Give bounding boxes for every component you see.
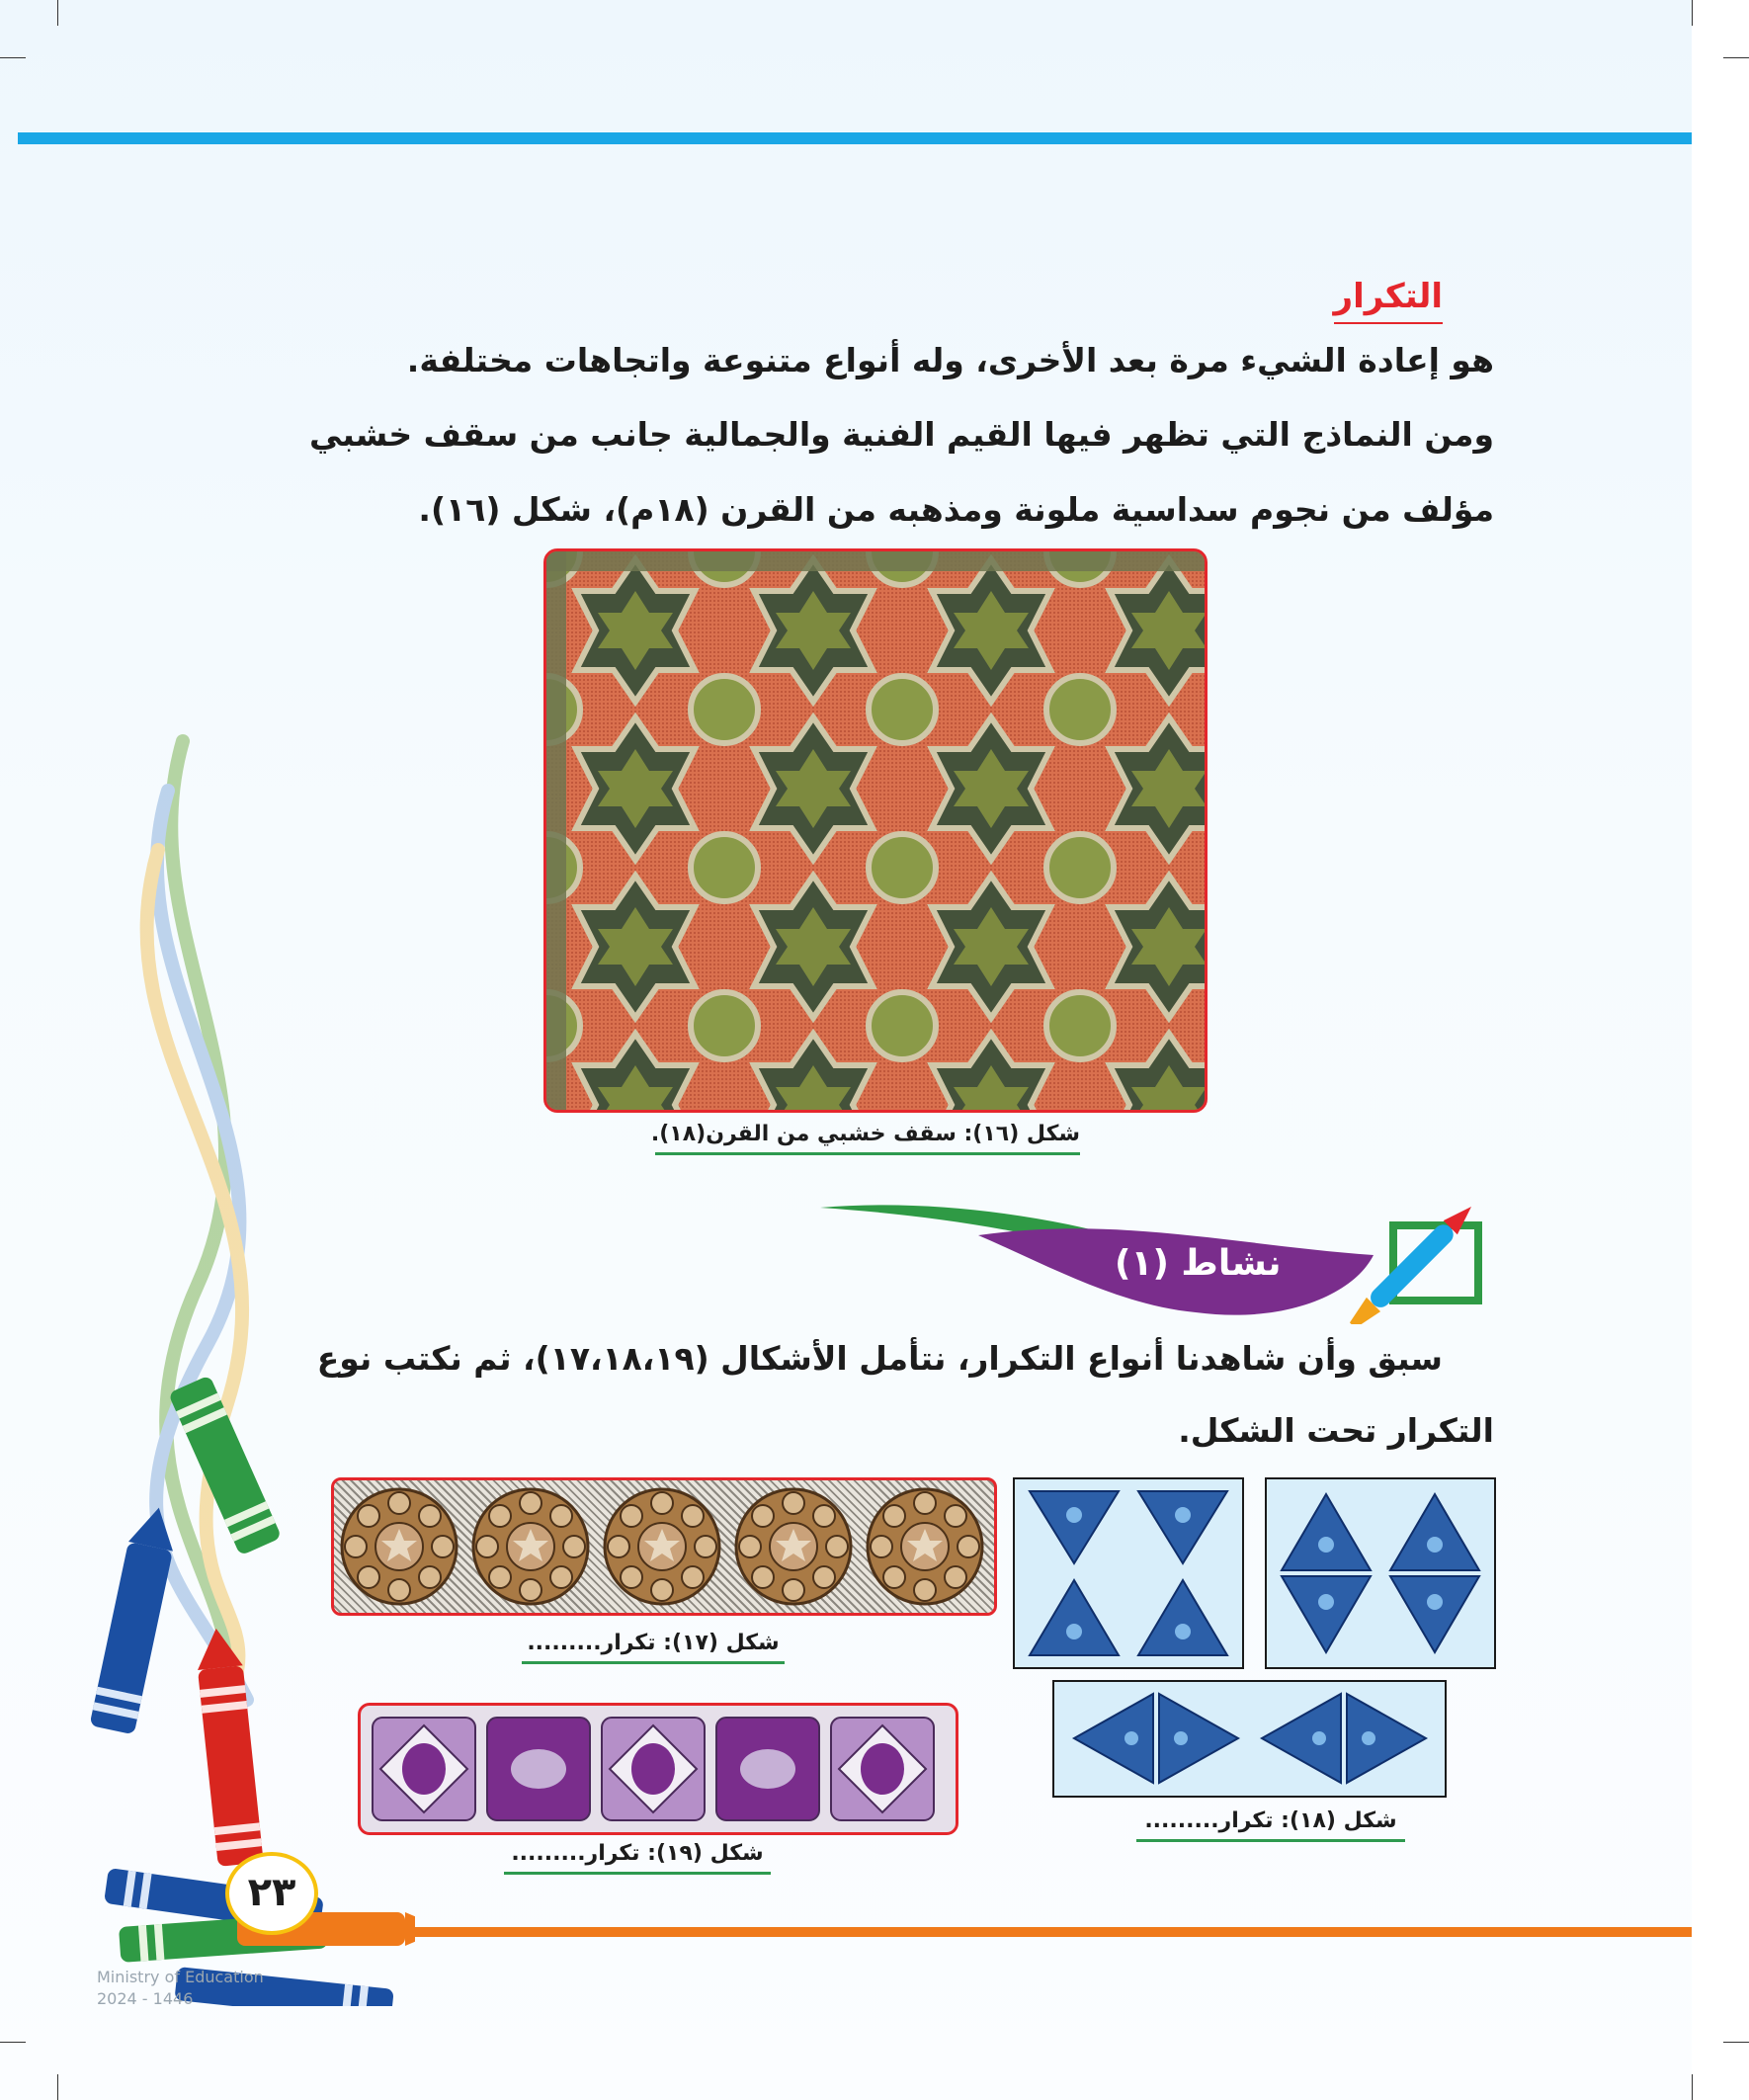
crop-mark xyxy=(57,0,58,26)
ministry-watermark xyxy=(97,1967,264,2010)
figure-19-squares-band xyxy=(358,1703,958,1835)
crop-mark xyxy=(1723,57,1749,58)
figure-17-circles-band xyxy=(331,1477,997,1616)
figure-17-caption: شكل (١٧): تكرار......... xyxy=(522,1631,785,1664)
activity-title: نشاط (١) xyxy=(1115,1243,1282,1284)
paragraph-line-1: هو إعادة الشيء مرة بعد الأخرى، وله أنواع متنوعة واتجاهات مختلفة. xyxy=(406,341,1494,379)
figure-19-caption: شكل (١٩): تكرار......... xyxy=(504,1841,771,1875)
crop-mark xyxy=(0,2042,26,2043)
edition-year: 2024 - 1446 xyxy=(97,1989,194,2008)
figure-16-wooden-ceiling xyxy=(543,548,1208,1113)
figure-18-tile-3 xyxy=(1052,1680,1447,1798)
figure-18-caption: شكل (١٨): تكرار......... xyxy=(1136,1808,1405,1842)
paragraph-line-2: ومن النماذج التي تظهر فيها القيم الفنية والجمالية جانب من سقف خشبي xyxy=(308,415,1494,454)
crop-mark xyxy=(1692,0,1693,26)
figure-18-tile-1 xyxy=(1013,1477,1244,1669)
crop-mark xyxy=(0,57,26,58)
bottom-orange-rule xyxy=(385,1927,1692,1937)
page-number: ٢٣ xyxy=(225,1852,318,1935)
figure-16-caption: شكل (١٦): سقف خشبي من القرن(١٨). xyxy=(655,1122,1080,1155)
figure-18-tile-2 xyxy=(1265,1477,1496,1669)
crop-mark xyxy=(1723,2042,1749,2043)
star-pattern-image xyxy=(546,551,1205,1110)
crop-mark xyxy=(57,2074,58,2100)
activity-line-1: سبق وأن شاهدنا أنواع التكرار، نتأمل الأشكال (١٧،١٨،١٩)، ثم نكتب نوع xyxy=(316,1339,1443,1378)
crop-mark xyxy=(1692,2074,1693,2100)
paragraph-line-3: مؤلف من نجوم سداسية ملونة ومذهبه من القرن (١٨م)، شكل (١٦). xyxy=(418,490,1494,529)
section-heading: التكرار xyxy=(1334,277,1443,324)
top-blue-rule xyxy=(18,132,1692,144)
activity-line-2: التكرار تحت الشكل. xyxy=(1178,1411,1494,1450)
ministry-name: Ministry of Education xyxy=(97,1968,264,1986)
